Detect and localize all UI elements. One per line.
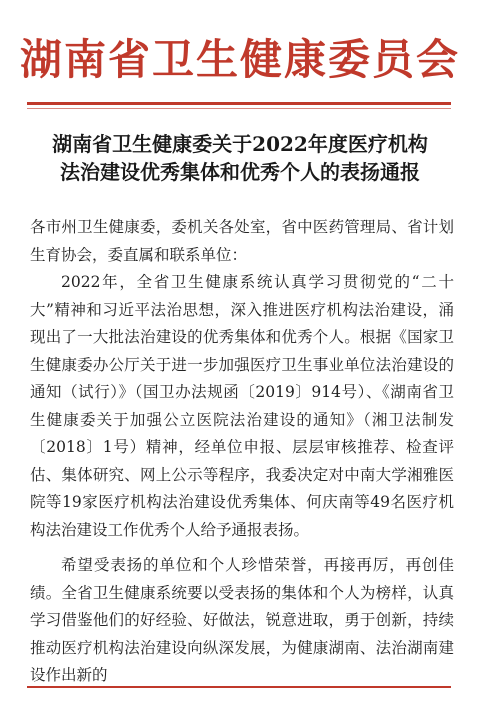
document-body: [30, 214, 454, 690]
document-title-line-2: 法治建设优秀集体和优秀个人的表扬通报: [60, 160, 420, 184]
header-red-rule: [27, 102, 451, 105]
header-thin-rule: [27, 108, 451, 109]
document-title-line-1: 湖南省卫生健康委关于2022年度医疗机构: [52, 132, 428, 156]
body-paragraph-1: 2022年，全省卫生健康系统认真学习贯彻党的“二十大”精神和习近平法治思想，深入推进医疗机构法治建设，涌现出了一大批法治建设的优秀集体和优秀个人。根据《国家卫生健康委办公厅关于进一步加强医疗卫生事业单位法治建设的通知（试行）》（国卫办法规函〔2019〕914号）、《湖南省卫生健康委关于加强公立医院法治建设的通知》（湘卫法制发〔2018〕1号）精神，经单位申报、层层审核推荐、检查评估、集体研究、网上公示等程序，我委决定对中南大学湘雅医院等19家医疗机构法治建设优秀集体、何庆南等49名医疗机构法治建设工作优秀个人给予通报表扬。: [30, 273, 454, 539]
document-title: [20, 130, 460, 186]
org-header-title: 湖南省卫生健康委员会: [19, 35, 460, 84]
body-paragraph-2: 希望受表扬的单位和个人珍惜荣誉，再接再厉，再创佳绩。全省卫生健康系统要以受表扬的集体和个人为榜样，认真学习借鉴他们的好经验、好做法，锐意进取，勇于创新，持续推动医疗机构法治建设向纵深发展，为健康湖南、法治湖南建设作出新的: [30, 556, 454, 684]
addressee-paragraph: 各市州卫生健康委，委机关各处室，省中医药管理局、省计划生育协会，委直属和联系单位：: [30, 218, 454, 264]
footer-red-rule: [27, 686, 451, 688]
